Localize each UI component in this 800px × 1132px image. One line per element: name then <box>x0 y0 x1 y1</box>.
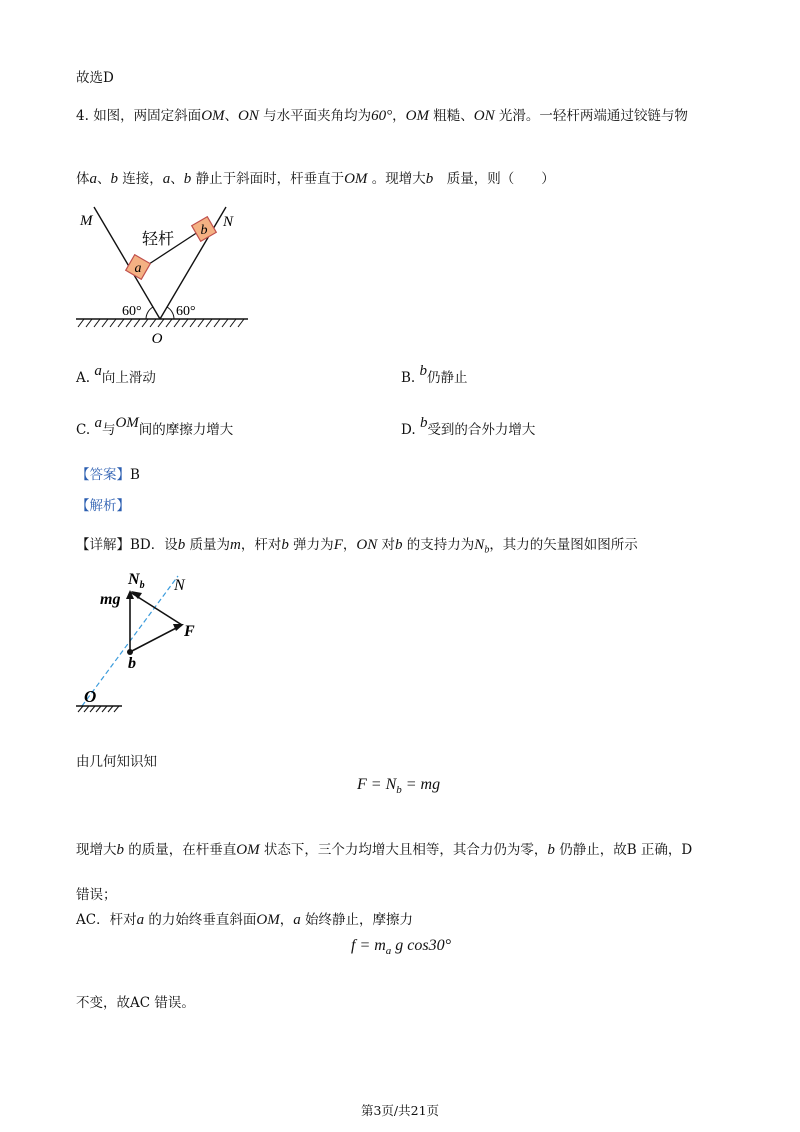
angle-arc-left <box>146 307 153 319</box>
label-mg: mg <box>100 591 121 608</box>
ground-hatch-2 <box>78 706 119 712</box>
label-f: F <box>184 623 195 640</box>
page-footer: 第3页/共21页 <box>360 1103 440 1118</box>
inclines-figure <box>70 205 260 350</box>
label-n-2: N <box>174 577 185 594</box>
ac-line: AC．杆对a 的力始终垂直斜面OM，a 始终静止，摩擦力 <box>76 912 414 928</box>
angle-arc-right <box>167 307 174 319</box>
answer-line <box>76 463 140 483</box>
geometry-line: 由几何知识知 <box>76 754 157 770</box>
detail-line: 【详解】BD．设b 质量为m，杆对b 弹力为F，ON 对b 的支持力为$N_b$，其力的矢量图如图所示 <box>76 537 638 556</box>
previous-answer: 故选D <box>76 70 114 86</box>
label-m: M <box>80 213 93 229</box>
final-line: 不变，故AC 错误。 <box>76 995 195 1011</box>
arrowhead-f <box>173 624 184 631</box>
angle-right-label: 60° <box>176 304 196 319</box>
analysis-tag: 【解析】 <box>76 498 130 514</box>
question-line-2: 体a、b 连接，a、b 静止于斜面时，杆垂直于OM 。现增大b 质量，则（ ） <box>76 171 555 187</box>
option-d[interactable]: D. b受到的合外力增大 <box>401 415 536 438</box>
option-b[interactable]: B. b仍静止 <box>401 363 468 386</box>
force-vector-figure <box>70 568 230 718</box>
equation-2: $f = m_a$ g cos30° <box>351 937 452 958</box>
label-a: a <box>134 261 142 276</box>
slope-on <box>160 207 226 319</box>
equation-1: $F = N_b$ = mg <box>357 776 441 797</box>
question-line-1 <box>76 104 688 125</box>
label-b-2: b <box>128 655 136 672</box>
answer-value: B <box>130 467 140 483</box>
ground-hatch <box>78 319 244 327</box>
conclusion-end: 错误； <box>76 887 117 903</box>
label-nb: $N_b$ <box>128 571 145 591</box>
question-number: 4. <box>76 108 89 124</box>
answer-tag: 【答案】 <box>76 467 130 483</box>
label-b: b <box>200 223 208 238</box>
option-c[interactable]: C. a与OM间的摩擦力增大 <box>76 415 234 438</box>
label-rod: 轻杆 <box>142 229 175 248</box>
angle-left-label: 60° <box>122 304 142 319</box>
question-text-1: 如图，两固定斜面OM、ON 与水平面夹角均为60°，OM 粗糙、ON 光滑。一轻杆两端通过铰链与物 <box>93 108 688 124</box>
label-o-2: O <box>84 687 97 706</box>
label-o: O <box>151 331 163 347</box>
option-a[interactable]: A. a向上滑动 <box>76 363 156 386</box>
conclusion-line: 现增大b 的质量，在杆垂直OM 状态下，三个力均增大且相等，其合力仍为零，b 仍静止，故B 正确，D <box>76 842 693 858</box>
label-n: N <box>223 214 234 230</box>
f-vector <box>130 625 182 652</box>
